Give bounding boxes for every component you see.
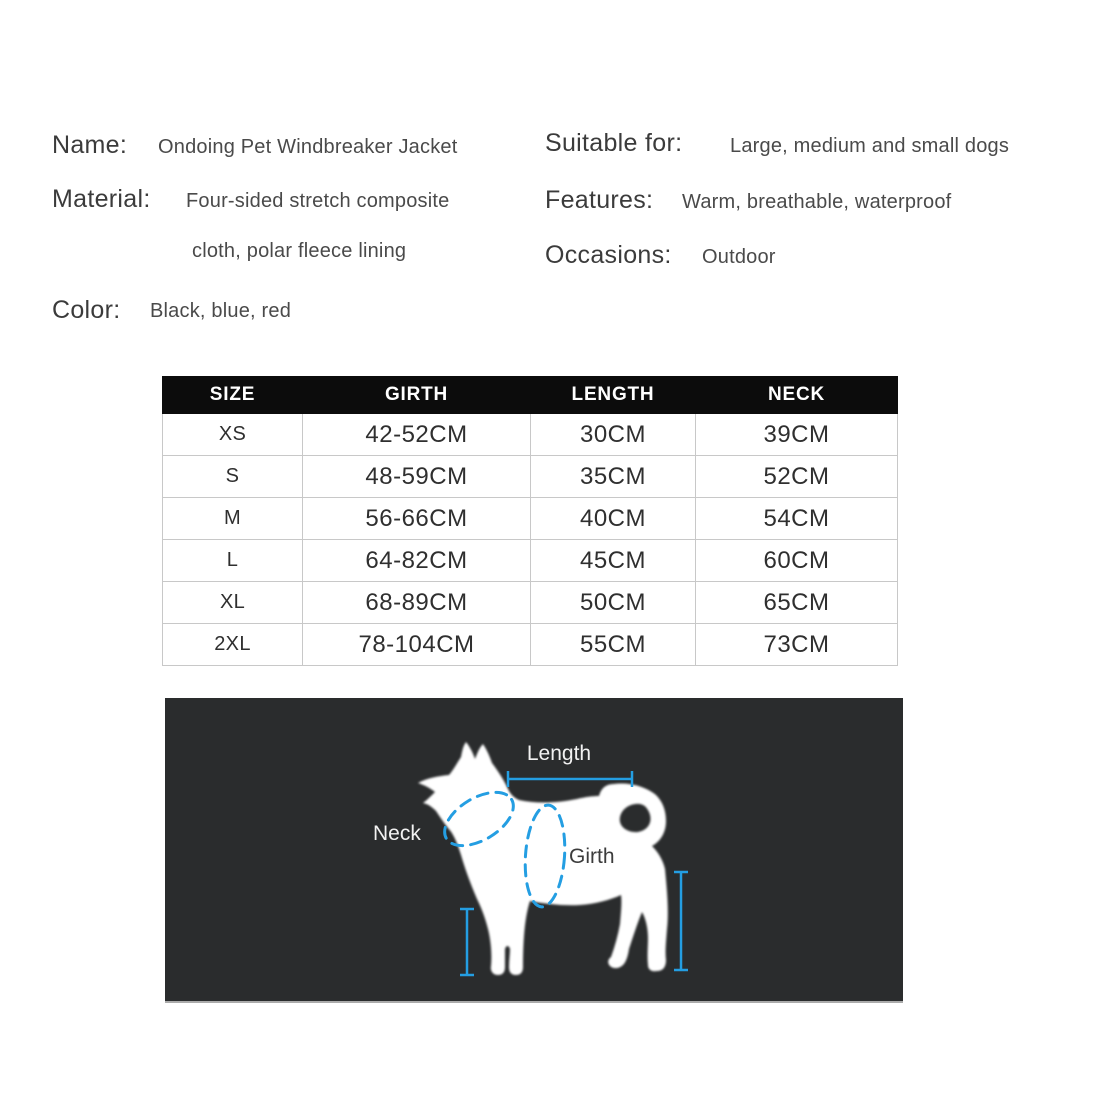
- header-cell-neck: NECK: [696, 377, 898, 414]
- table-cell: M: [163, 498, 303, 540]
- rear-height-measure-line: [674, 872, 688, 970]
- table-row: [163, 624, 898, 666]
- table-cell: 64-82CM: [303, 540, 531, 582]
- neck-label: Neck: [373, 822, 421, 845]
- color-label: Color:: [52, 296, 121, 324]
- occasions-value: Outdoor: [702, 246, 776, 268]
- size-table-header: [163, 377, 898, 414]
- table-row: [163, 582, 898, 624]
- features-label: Features:: [545, 186, 654, 214]
- table-cell: 60CM: [696, 540, 898, 582]
- table-cell: 68-89CM: [303, 582, 531, 624]
- table-cell: 54CM: [696, 498, 898, 540]
- table-cell: S: [163, 456, 303, 498]
- dog-silhouette: [418, 742, 668, 975]
- table-cell: 78-104CM: [303, 624, 531, 666]
- table-cell: 2XL: [163, 624, 303, 666]
- table-cell: XL: [163, 582, 303, 624]
- girth-label: Girth: [569, 845, 615, 868]
- color-value: Black, blue, red: [150, 300, 292, 322]
- table-row: [163, 414, 898, 456]
- table-cell: 65CM: [696, 582, 898, 624]
- header-cell-size: SIZE: [163, 377, 303, 414]
- material-value-line2: cloth, polar fleece lining: [192, 240, 407, 262]
- suitable-for-value: Large, medium and small dogs: [730, 135, 1010, 157]
- header-cell-length: LENGTH: [531, 377, 696, 414]
- table-cell: 52CM: [696, 456, 898, 498]
- table-cell: 39CM: [696, 414, 898, 456]
- table-cell: 35CM: [531, 456, 696, 498]
- table-cell: 56-66CM: [303, 498, 531, 540]
- table-row: [163, 456, 898, 498]
- table-row: [163, 498, 898, 540]
- name-value: Ondoing Pet Windbreaker Jacket: [158, 136, 458, 158]
- header-cell-girth: GIRTH: [303, 377, 531, 414]
- table-cell: 50CM: [531, 582, 696, 624]
- header-row: [163, 377, 898, 414]
- table-cell: 42-52CM: [303, 414, 531, 456]
- table-cell: 40CM: [531, 498, 696, 540]
- table-cell: 48-59CM: [303, 456, 531, 498]
- front-height-measure-line: [460, 909, 474, 975]
- table-row: [163, 540, 898, 582]
- suitable-for-label: Suitable for:: [545, 129, 683, 157]
- material-value-line1: Four-sided stretch composite: [186, 190, 450, 212]
- length-label: Length: [526, 742, 592, 765]
- material-label: Material:: [52, 185, 151, 213]
- size-chart-table: [162, 376, 898, 666]
- measurement-diagram-panel: [165, 698, 903, 1003]
- table-cell: XS: [163, 414, 303, 456]
- table-cell: 55CM: [531, 624, 696, 666]
- table-cell: 45CM: [531, 540, 696, 582]
- features-value: Warm, breathable, waterproof: [682, 191, 952, 213]
- table-cell: 73CM: [696, 624, 898, 666]
- table-cell: 30CM: [531, 414, 696, 456]
- table-cell: L: [163, 540, 303, 582]
- size-table-body: [163, 414, 898, 666]
- occasions-label: Occasions:: [545, 241, 672, 269]
- name-label: Name:: [52, 131, 128, 159]
